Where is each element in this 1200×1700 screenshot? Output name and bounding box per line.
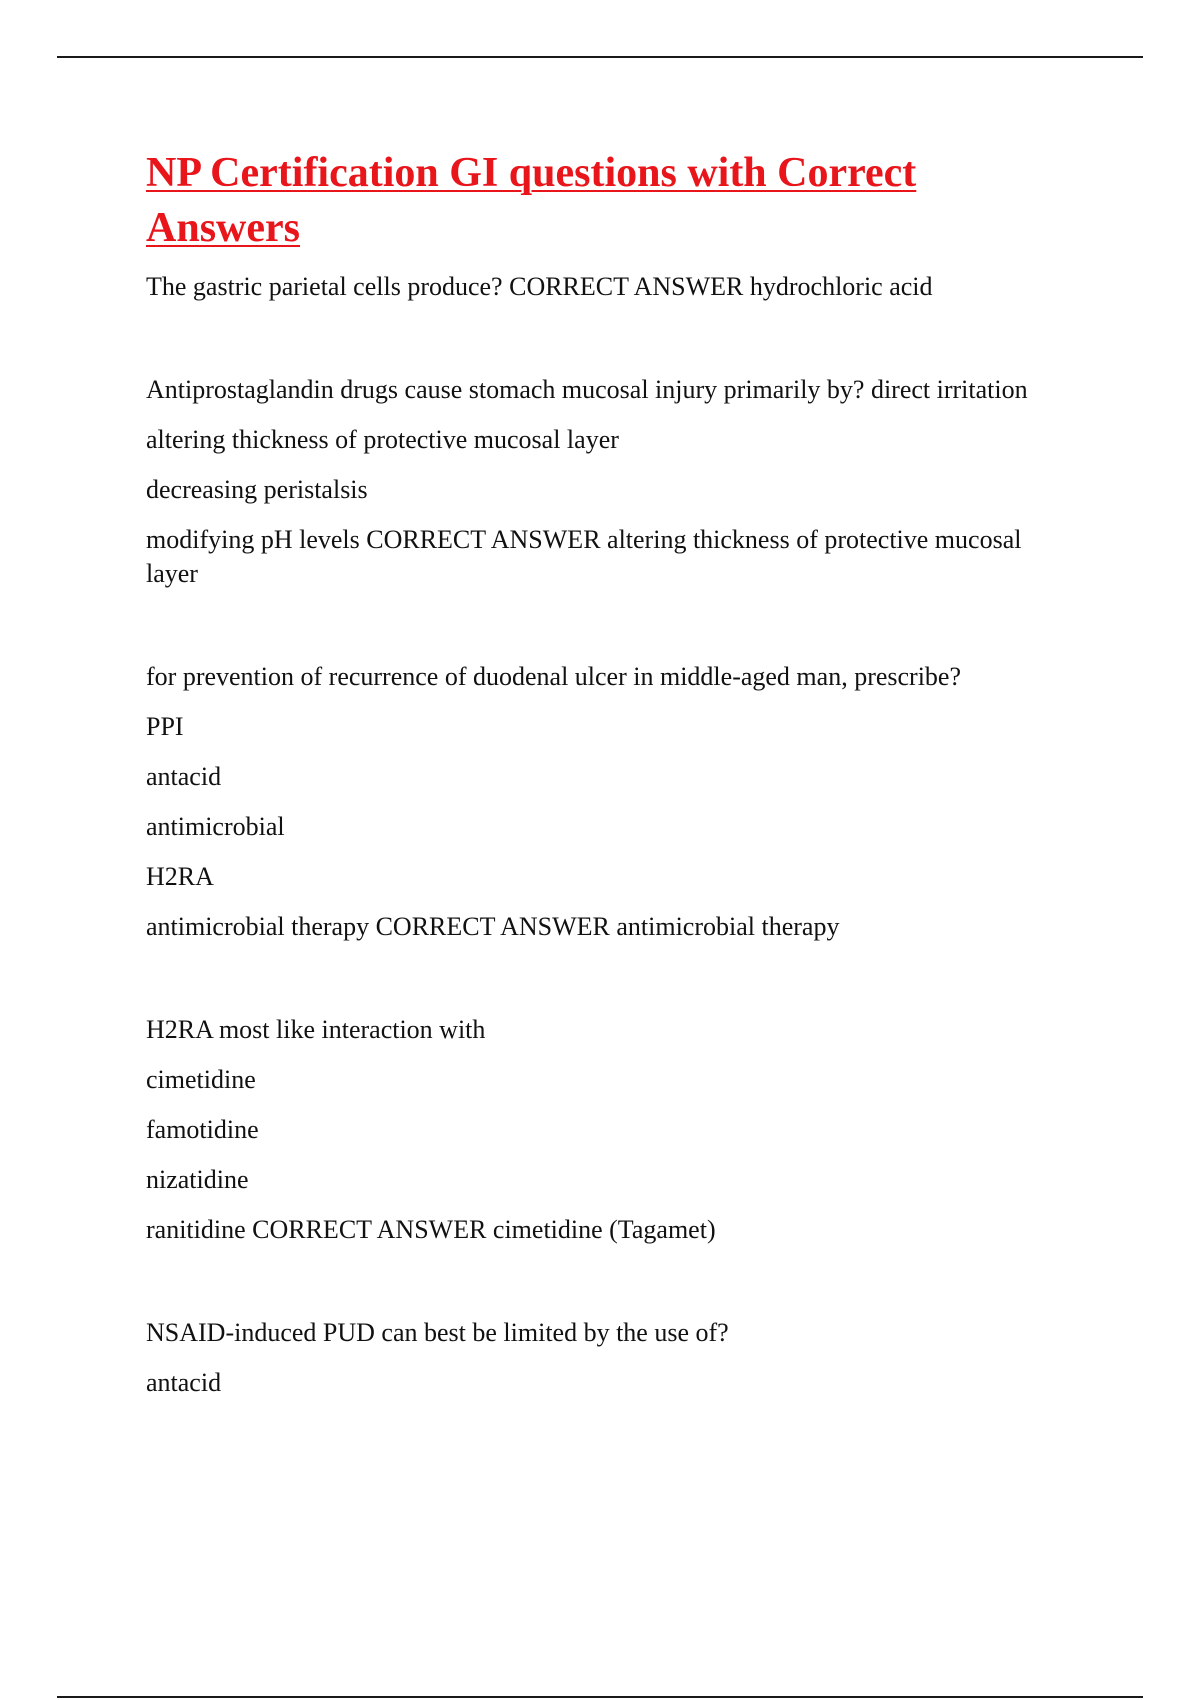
question-block-5 [146, 1316, 1066, 1400]
question-3-line-4: antimicrobial [146, 812, 285, 841]
footer-rule [57, 1696, 1143, 1698]
document-title: NP Certification GI questions with Correct Answers [146, 150, 917, 251]
question-4-line-2: cimetidine [146, 1065, 256, 1094]
question-5-line-1: NSAID-induced PUD can best be limited by the use of? [146, 1318, 729, 1347]
question-1-line-1: The gastric parietal cells produce? CORRECT ANSWER hydrochloric acid [146, 272, 933, 301]
question-4-line-1: H2RA most like interaction with [146, 1015, 486, 1044]
question-block-1 [146, 270, 1066, 304]
question-4-line-3: famotidine [146, 1115, 259, 1144]
question-2-line-3: decreasing peristalsis [146, 475, 368, 504]
question-2-line-4: modifying pH levels CORRECT ANSWER altering thickness of protective mucosal layer [146, 525, 1022, 588]
question-2-line-2: altering thickness of protective mucosal layer [146, 425, 619, 454]
question-block-4 [146, 1013, 1066, 1247]
question-3-line-1: for prevention of recurrence of duodenal ulcer in middle-aged man, prescribe? [146, 662, 962, 691]
question-4-line-4: nizatidine [146, 1165, 249, 1194]
header-rule [57, 56, 1143, 58]
question-2-line-1: Antiprostaglandin drugs cause stomach mucosal injury primarily by? direct irritation [146, 375, 1028, 404]
question-block-2 [146, 373, 1066, 591]
question-3-line-6: antimicrobial therapy CORRECT ANSWER antimicrobial therapy [146, 912, 840, 941]
question-block-3 [146, 660, 1066, 944]
question-5-line-2: antacid [146, 1368, 222, 1397]
question-3-line-3: antacid [146, 762, 222, 791]
question-3-line-2: PPI [146, 712, 184, 741]
question-3-line-5: H2RA [146, 862, 214, 891]
question-4-line-5: ranitidine CORRECT ANSWER cimetidine (Tagamet) [146, 1215, 716, 1244]
document-body [146, 146, 1066, 1400]
